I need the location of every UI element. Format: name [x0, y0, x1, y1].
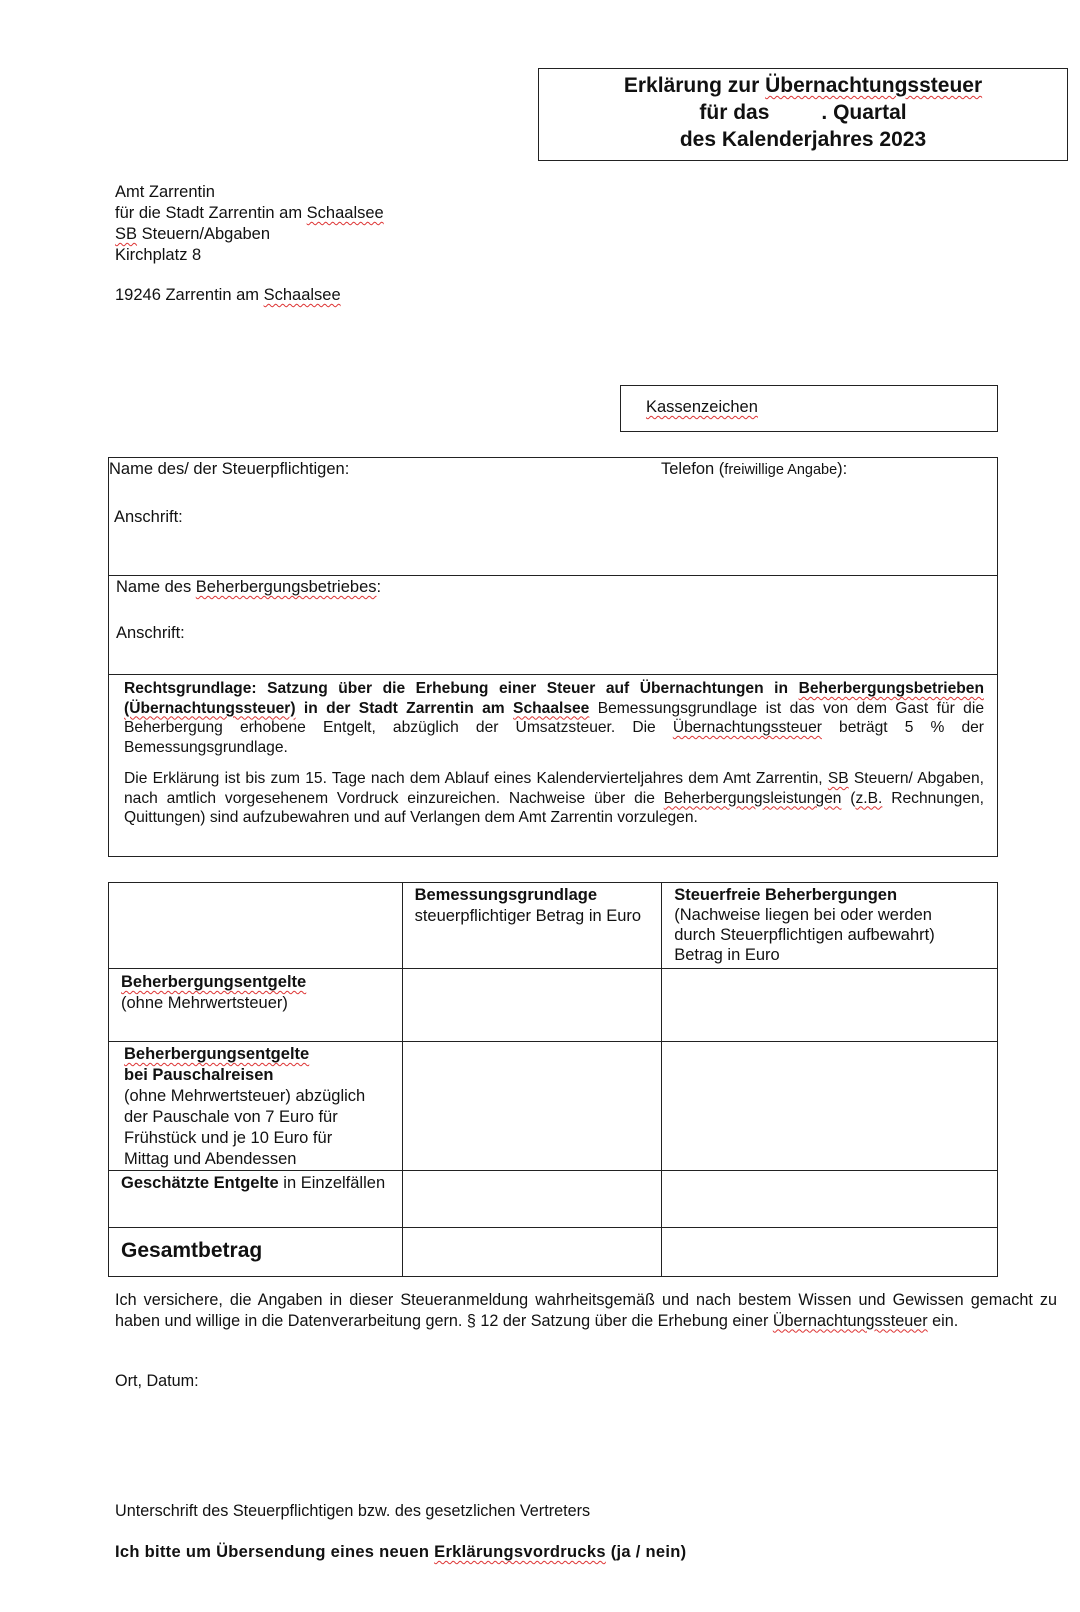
address-line-5: 19246 Zarrentin am Schaalsee	[115, 286, 341, 304]
form-request-line: Ich bitte um Übersendung eines neuen Erklärungsvordrucks (ja / nein)	[115, 1543, 687, 1561]
address-line-3: SB Steuern/Abgaben	[115, 225, 271, 243]
input-total-taxfree[interactable]	[662, 1228, 998, 1277]
form-title-line3: des Kalenderjahres 2023	[679, 128, 927, 151]
input-package-tour-taxfree[interactable]	[662, 1042, 998, 1171]
tax-calculation-table	[108, 882, 998, 1277]
input-accommodation-fees-taxfree[interactable]	[662, 969, 998, 1042]
form-title-box	[538, 68, 1068, 161]
address-line-1: Amt Zarrentin	[115, 183, 215, 201]
phone-label: Telefon (freiwillige Angabe):	[661, 460, 848, 478]
form-title-line2: für das . Quartal	[699, 101, 907, 124]
input-estimated-taxfree[interactable]	[662, 1171, 998, 1228]
row-label-package-tour-fees: Beherbergungsentgelte bei Pauschalreisen (ohne Mehrwertsteuer) abzüglich der Pauschale von 7 Euro für Frühstück und je 10 Euro für Mittag und Abendessen	[109, 1042, 403, 1171]
table-header-assessment-basis: Bemessungsgrundlage steuerpflichtiger Betrag in Euro	[402, 883, 662, 969]
kassenzeichen-label: Kassenzeichen	[646, 398, 758, 416]
recipient-address	[115, 182, 384, 306]
input-accommodation-fees-taxable[interactable]	[402, 969, 662, 1042]
table-header-tax-free: Steuerfreie Beherbergungen (Nachweise liegen bei oder werden durch Steuerpflichtigen aufbewahrt) Betrag in Euro	[662, 883, 998, 969]
legal-paragraph-1: Rechtsgrundlage: Satzung über die Erhebung einer Steuer auf Übernachtungen in Beherbergungsbetrieben (Übernachtungssteuer) in der Stadt Zarrentin am Schaalsee Bemessungsgrundlage ist das von dem Gast für die Beherbergung erhobene Entgelt, abzüglich der Umsatzsteuer. Die Übernachtungssteuer beträgt 5 % der Bemessungsgrundlage.	[124, 680, 984, 756]
taxpayer-section[interactable]	[109, 458, 997, 576]
table-header-empty	[109, 883, 403, 969]
address-line-2: für die Stadt Zarrentin am Schaalsee	[115, 204, 384, 222]
row-label-estimated-fees: Geschätzte Entgelte in Einzelfällen	[109, 1171, 403, 1228]
taxpayer-name-label: Name des/ der Steuerpflichtigen:	[109, 460, 350, 478]
input-total-taxable[interactable]	[402, 1228, 662, 1277]
business-name-label: Name des Beherbergungsbetriebes:	[116, 578, 382, 596]
table-header-row	[109, 883, 998, 969]
taxpayer-info-box	[108, 457, 998, 857]
taxpayer-address-label: Anschrift:	[114, 508, 183, 526]
business-section[interactable]	[109, 576, 997, 675]
row-label-total: Gesamtbetrag	[109, 1228, 403, 1277]
input-package-tour-taxable[interactable]	[402, 1042, 662, 1171]
table-row-total	[109, 1228, 998, 1277]
address-line-4: Kirchplatz 8	[115, 246, 202, 264]
input-estimated-taxable[interactable]	[402, 1171, 662, 1228]
signature-label: Unterschrift des Steuerpflichtigen bzw. des gesetzlichen Vertreters	[115, 1502, 591, 1520]
table-row	[109, 1042, 998, 1171]
form-title-line1: Erklärung zur Übernachtungssteuer	[623, 74, 983, 97]
legal-paragraph-2: Die Erklärung ist bis zum 15. Tage nach dem Ablauf eines Kalendervierteljahres dem Amt Zarrentin, SB Steuern/ Abgaben, nach amtlich vorgesehenem Vordruck einzureichen. Nachweise über die Beherbergungsleistungen (z.B. Rechnungen, Quittungen) sind aufzubewahren und auf Verlangen dem Amt Zarrentin vorzulegen.	[124, 770, 984, 826]
legal-notice	[109, 675, 997, 856]
business-address-label: Anschrift:	[116, 624, 185, 642]
place-date-label: Ort, Datum:	[115, 1372, 199, 1390]
declaration-text: Ich versichere, die Angaben in dieser Steueranmeldung wahrheitsgemäß und nach bestem Wissen und Gewissen gemacht zu haben und willige in die Datenverarbeitung gern. § 12 der Satzung über die Erhebung einer Übernachtungssteuer ein.	[115, 1291, 1057, 1330]
table-row	[109, 969, 998, 1042]
table-row	[109, 1171, 998, 1228]
row-label-accommodation-fees: Beherbergungsentgelte (ohne Mehrwertsteuer)	[109, 969, 403, 1042]
kassenzeichen-field[interactable]	[620, 385, 998, 432]
